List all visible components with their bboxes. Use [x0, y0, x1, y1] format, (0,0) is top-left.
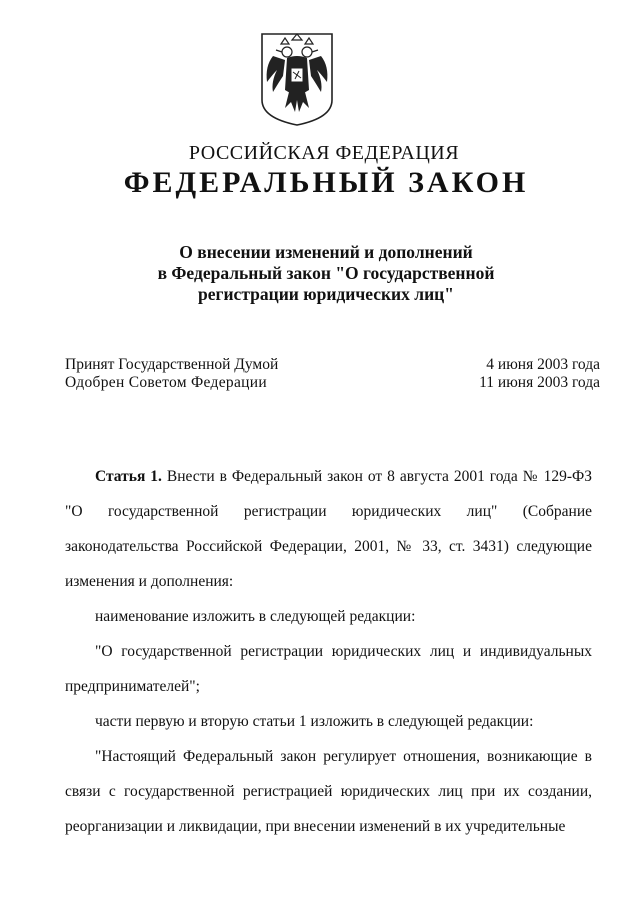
law-title-line-1: О внесении изменений и дополнений: [179, 242, 473, 262]
council-approval-label: Одобрен Советом Федерации: [65, 374, 267, 391]
article-1-intro-paragraph: [65, 459, 592, 599]
document-type-heading: ФЕДЕРАЛЬНЫЙ ЗАКОН: [123, 166, 529, 199]
article-body: [65, 459, 592, 844]
duma-adoption-date: 4 июня 2003 года: [486, 356, 600, 373]
article-1-paragraph-2: "О государственной регистрации юридических лиц и индивидуальных предпринимателей";: [65, 643, 592, 695]
duma-adoption-row: [65, 356, 600, 374]
article-1-paragraph-4: "Настоящий Федеральный закон регулирует отношения, возникающие в связи с государственной регистрацией юридических лиц при их создании, реорганизации и ликвидации, при внесении изменений в их учредительные: [65, 748, 592, 835]
article-1-paragraph-3: части первую и вторую статьи 1 изложить в следующей редакции:: [95, 713, 534, 730]
law-title-line-3: регистрации юридических лиц": [198, 284, 454, 304]
article-1-paragraph-1: наименование изложить в следующей редакции:: [95, 608, 416, 625]
council-approval-date: 11 июня 2003 года: [479, 374, 600, 391]
law-title: [0, 242, 640, 305]
duma-adoption-label: Принят Государственной Думой: [65, 356, 279, 373]
article-1-intro-text: Внести в Федеральный закон от 8 августа 2001 года № 129-ФЗ "О государственной регистрации юридических лиц" (Собрание законодательства Российской Федерации, 2001, № 33, ст. 3431) следующие изменения и дополнения:: [65, 468, 592, 590]
country-name: РОССИЙСКАЯ ФЕДЕРАЦИЯ: [188, 142, 460, 164]
council-approval-row: [65, 374, 600, 392]
article-1-label: Статья 1.: [95, 468, 162, 485]
coat-of-arms-emblem-icon: [259, 30, 335, 128]
law-title-line-2: в Федеральный закон "О государственной: [157, 263, 495, 283]
